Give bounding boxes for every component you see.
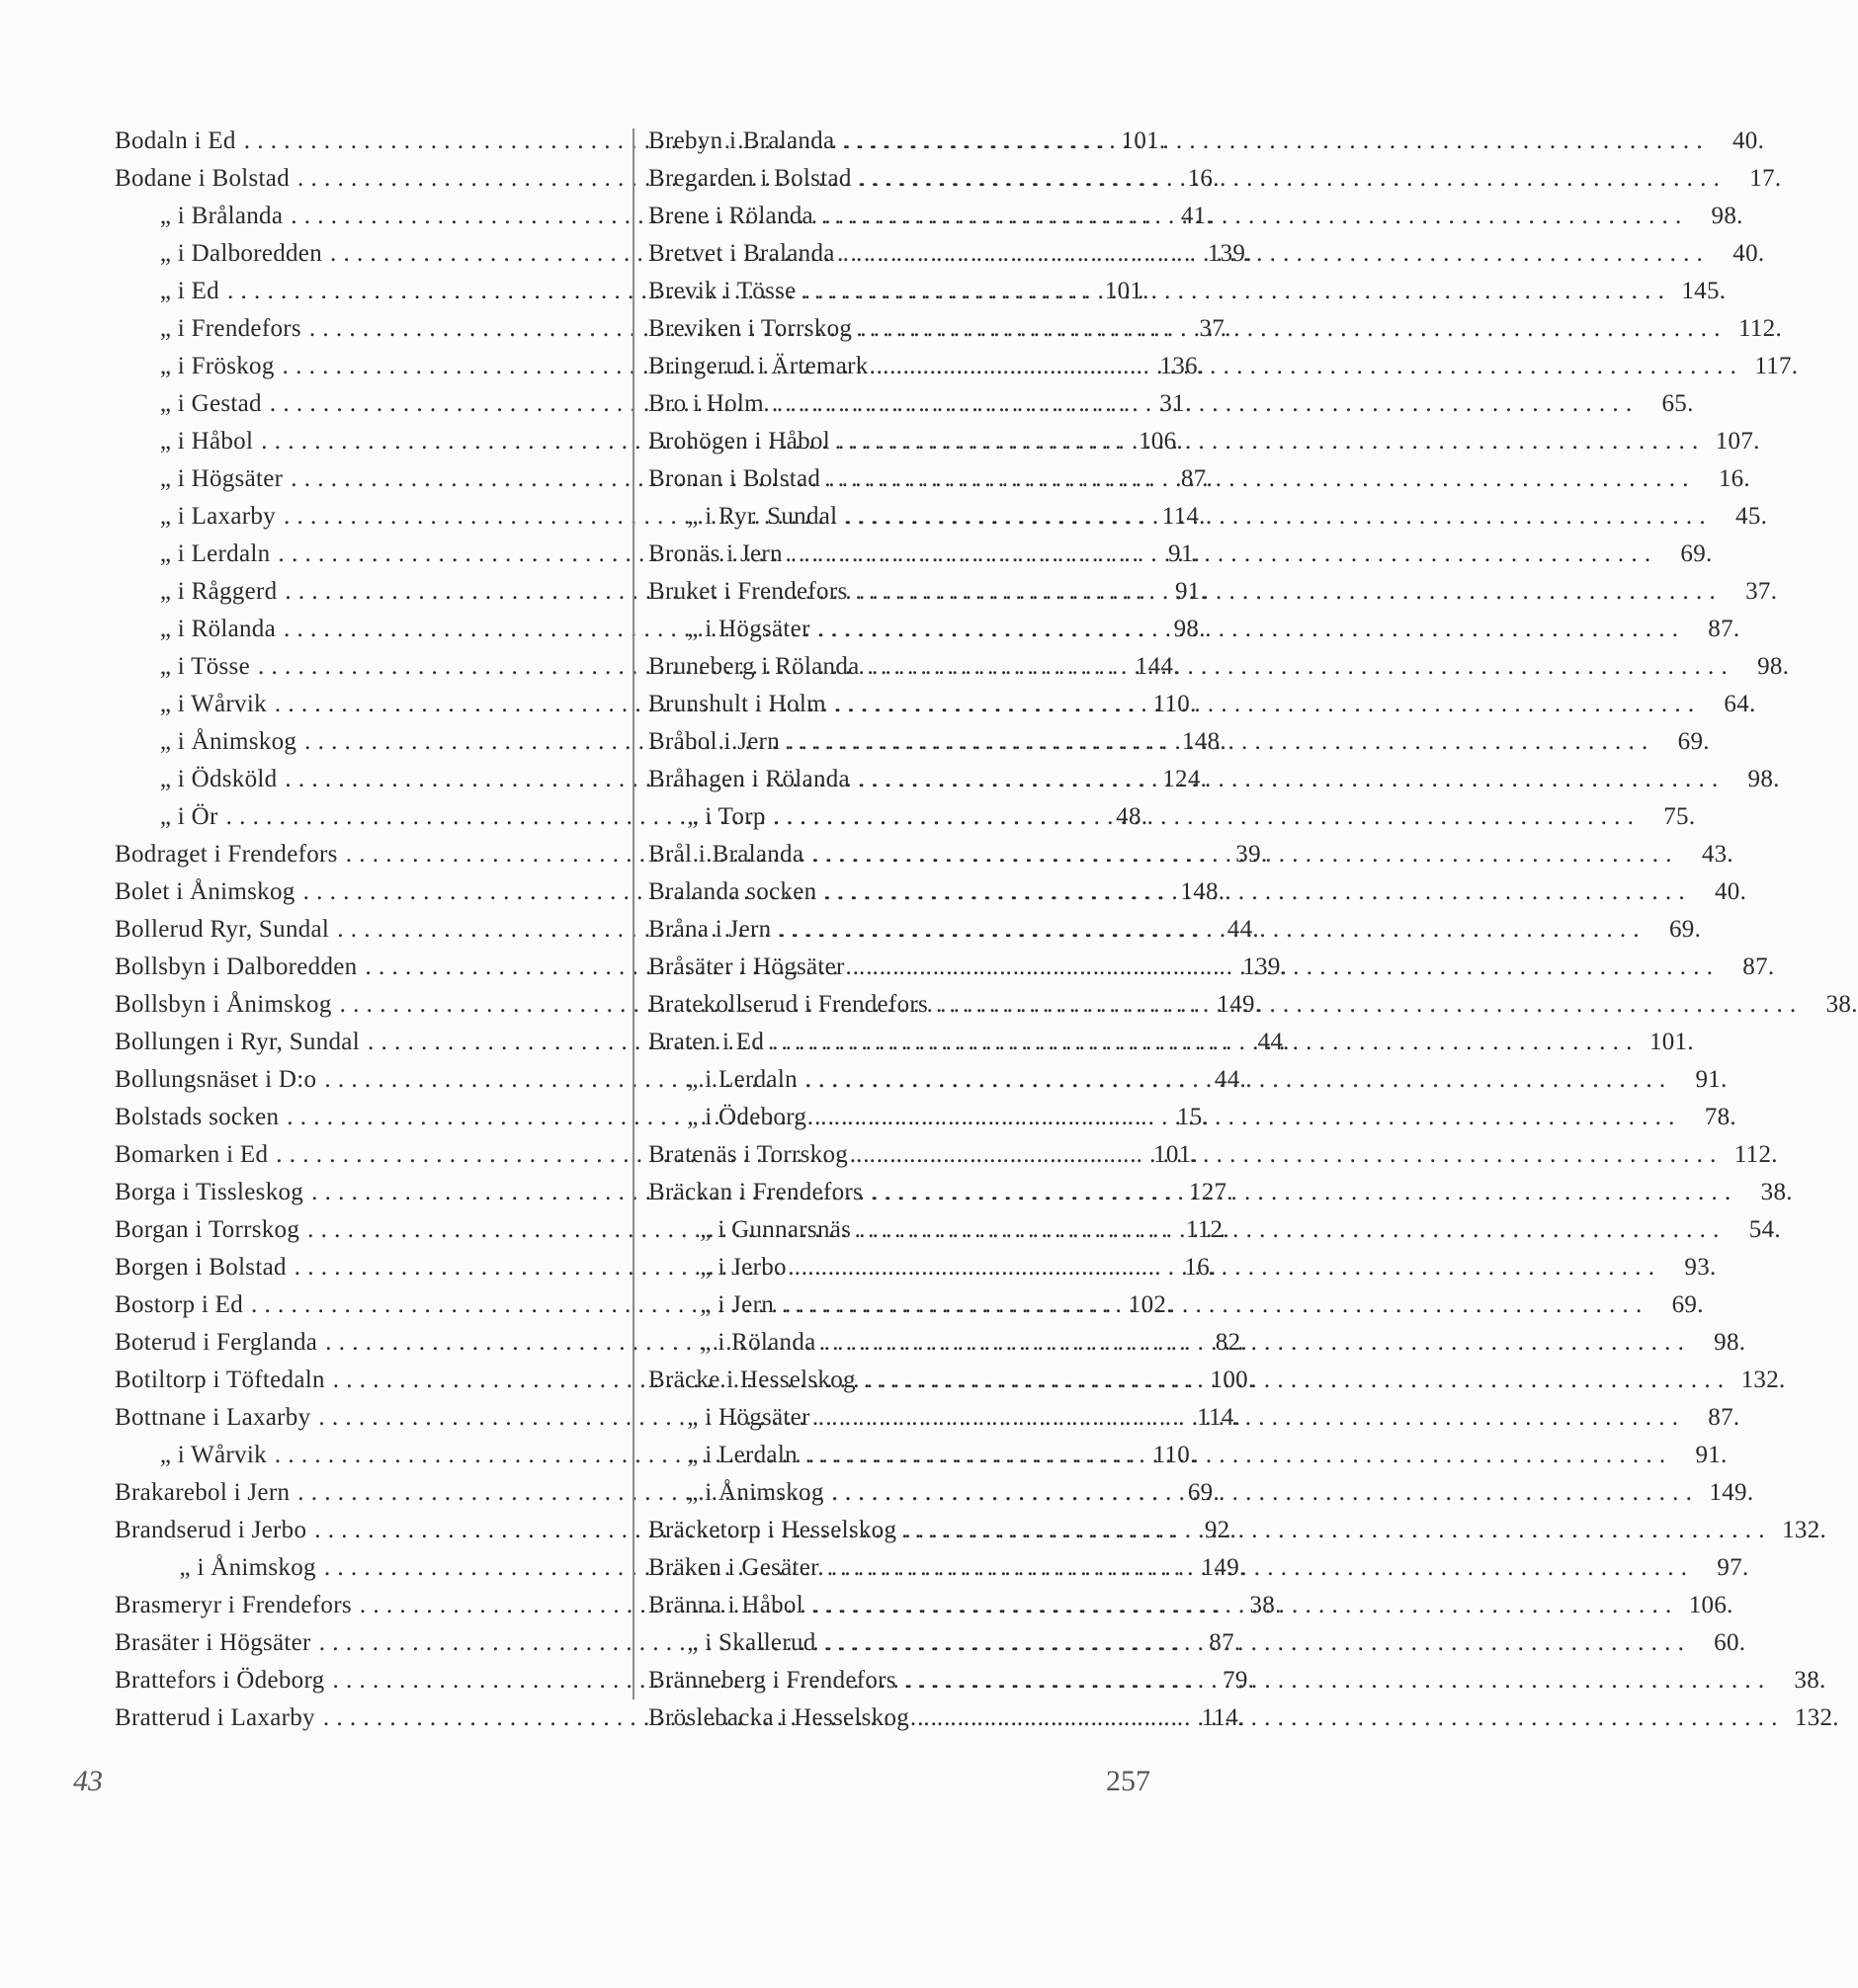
column-divider [633,128,634,1699]
entry-page-number: 106. [1139,428,1183,455]
entry-page-number: 43. [1701,841,1733,868]
entry-page-number: 149. [1709,1479,1754,1506]
entry-page-number: 82. [1215,1329,1247,1356]
entry-page-number: 78. [1704,1104,1736,1130]
entry-name: „ i Gunnarsnäs [648,1216,852,1243]
entry-page-number: 91. [1168,540,1201,567]
entry-name: Bronäs i Jern [648,540,783,567]
entry-name: Bronan i Bolstad [648,465,821,492]
entry-name: „ i Frendefors [115,315,301,342]
entry-name: „ i Ånimskog [648,1479,824,1506]
dot-leader [860,160,1721,198]
entry-name: Bråna i Jern [648,916,772,943]
entry-page-number: 112. [1185,1216,1229,1243]
entry-page-number: 87. [1708,1404,1740,1431]
entry-name: Bränneberg i Frendefors [648,1667,896,1694]
entry-page-number: 38. [1825,991,1858,1018]
entry-page-number: 100. [1210,1367,1255,1393]
entry-name: Brebyn i Bralanda [648,127,835,154]
entry-name: Borgen i Bolstad [115,1254,287,1281]
entry-name: Bringerud i Ärtemark [648,353,869,379]
page-number-right: 257 [1106,1765,1150,1797]
dot-leader [811,1587,1672,1624]
entry-name: Brakarebol i Jern [115,1479,291,1506]
entry-page-number: 114. [1201,1704,1245,1731]
entry-name: „ i Ödsköld [115,766,278,792]
entry-name: „ i Rölanda [648,1329,816,1356]
entry-page-number: 54. [1748,1216,1781,1243]
entry-page-number: 139. [1242,953,1288,980]
entry-page-number: 127. [1188,1179,1233,1205]
entry-page-number: 38. [1794,1667,1826,1694]
index-entry [648,273,1727,310]
entry-page-number: 112. [1733,1141,1778,1168]
entry-name: Brål i Bralanda [648,841,804,868]
entry-page-number: 97. [1717,1554,1749,1581]
entry-name: Brandserud i Jerbo [115,1517,307,1543]
entry-name: Bollerud Ryr, Sundal [115,916,330,943]
entry-name: Bro i Holm [648,390,764,417]
entry-name: „ i Skallerud [648,1629,816,1656]
entry-page-number: 79. [1223,1667,1255,1694]
dot-leader [842,123,1703,160]
dot-leader [856,1136,1717,1174]
entry-name: Brattefors i Ödeborg [115,1667,325,1694]
entry-page-number: 44. [1214,1066,1247,1093]
entry-name: Bollungsnäset i D:o [115,1066,317,1093]
entry-name: Bollsbyn i Ånimskog [115,991,332,1018]
entry-name: „ i Ånimskog [115,1554,316,1581]
entry-name: Bratekollserud i Frendefors [648,991,929,1018]
dot-leader [864,1362,1725,1399]
dot-leader [858,761,1719,798]
entry-page-number: 149. [1217,991,1262,1018]
entry-page-number: 38. [1760,1179,1793,1205]
entry-name: Bräckan i Frendefors [648,1179,864,1205]
dot-leader [828,460,1689,498]
dot-leader [868,648,1729,686]
entry-name: Brevik i Tösse [648,278,797,304]
entry-page-number: 98. [1757,653,1790,680]
entry-page-number: 98. [1173,616,1206,642]
entry-name: „ i Jern [648,1291,774,1318]
dot-leader [774,798,1635,836]
entry-page-number: 87. [1742,953,1775,980]
entry-name: Bralanda socken [648,878,817,905]
dot-leader [838,423,1699,460]
entry-name: Bodane i Bolstad [115,165,291,192]
entry-name: „ i Tösse [115,653,250,680]
dot-leader [871,1174,1731,1211]
dot-leader [834,686,1695,723]
entry-page-number: 16. [1184,1254,1217,1281]
entry-name: Botiltorp i Töftedaln [115,1367,325,1393]
index-entry [648,798,1696,836]
entry-page-number: 75. [1663,803,1696,830]
entry-name: „ i Råggerd [115,578,278,605]
entry-page-number: 39. [1235,841,1268,868]
entry-page-number: 145. [1681,278,1727,304]
entry-page-number: 64. [1724,691,1756,717]
entry-page-number: 16. [1718,465,1750,492]
dot-leader [917,1699,1778,1737]
entry-name: Brene i Rölanda [648,203,813,229]
dot-leader [824,1324,1685,1362]
entry-page-number: 144. [1135,653,1180,680]
dot-leader [860,310,1721,348]
entry-name: Bregarden i Bolstad [648,165,852,192]
entry-page-number: 136. [1159,353,1205,379]
entry-page-number: 102. [1128,1291,1173,1318]
index-entry [648,123,1765,160]
entry-page-number: 101. [1104,278,1149,304]
entry-name: „ i Torp [648,803,766,830]
entry-name: Bomarken i Ed [115,1141,269,1168]
entry-page-number: 31. [1159,390,1192,417]
dot-leader [853,949,1714,986]
dot-leader [877,348,1737,385]
entry-page-number: 40. [1732,240,1765,267]
entry-name: „ i Ödeborg [648,1104,807,1130]
entry-page-number: 91. [1174,578,1208,605]
entry-page-number: 69. [1187,1479,1221,1506]
dot-leader [772,1024,1633,1061]
entry-name: Bollsbyn i Dalboredden [115,953,358,980]
entry-name: Bratenäs i Torrskog [648,1141,849,1168]
entry-page-number: 15. [1176,1104,1210,1130]
entry-name: Bråsäter i Högsäter [648,953,845,980]
entry-page-number: 17. [1749,165,1782,192]
entry-page-number: 44. [1257,1029,1290,1055]
entry-name: Brunshult i Holm [648,691,826,717]
entry-page-number: 114. [1161,503,1206,530]
dot-leader [818,1399,1679,1437]
entry-page-number: 132. [1794,1704,1839,1731]
entry-name: Borgan i Torrskog [115,1216,300,1243]
entry-name: „ i Lerdaln [648,1066,798,1093]
entry-name: Bodraget i Frendefors [115,841,338,868]
entry-name: Bollungen i Ryr, Sundal [115,1029,360,1055]
entry-name: „ i Lerdaln [115,540,271,567]
entry-page-number: 149. [1201,1554,1246,1581]
entry-name: Bottnane i Laxarby [115,1404,311,1431]
entry-page-number: 87. [1209,1629,1241,1656]
dot-leader [805,1437,1666,1474]
entry-page-number: 91. [1695,1442,1728,1468]
dot-leader [843,235,1704,273]
dot-leader [782,1286,1643,1324]
dot-leader [904,1662,1765,1699]
entry-page-number: 148. [1181,728,1226,755]
entry-page-number: 60. [1714,1629,1746,1656]
entry-page-number: 38. [1249,1592,1282,1618]
entry-page-number: 107. [1715,428,1760,455]
entry-name: „ i Håbol [115,428,254,455]
entry-name: Bolstads socken [115,1104,280,1130]
entry-name: Borga i Tissleskog [115,1179,304,1205]
page-number-left: 43 [73,1765,103,1797]
entry-page-number: 110. [1152,1442,1197,1468]
entry-name: „ i Laxarby [115,503,276,530]
entry-name: Bräcketorp i Hesselskog [648,1517,897,1543]
entry-name: Bräken i Gesäter [648,1554,819,1581]
entry-name: Bolet i Ånimskog [115,878,296,905]
entry-name: „ i Gestad [115,390,262,417]
entry-page-number: 148. [1180,878,1225,905]
dot-leader [779,911,1640,949]
entry-page-number: 69. [1680,540,1713,567]
entry-name: Brasmeryr i Frendefors [115,1592,352,1618]
dot-leader [791,536,1651,573]
entry-page-number: 87. [1180,465,1213,492]
entry-page-number: 69. [1671,1291,1704,1318]
entry-page-number: 101. [1153,1141,1199,1168]
dot-leader [788,723,1648,761]
dot-leader [804,273,1665,310]
entry-name: „ i Ryr. Sundal [648,503,838,530]
entry-page-number: 37. [1745,578,1778,605]
entry-page-number: 69. [1668,916,1702,943]
entry-page-number: 132. [1740,1367,1786,1393]
entry-name: „ i Ed [115,278,219,304]
entry-name: Bräcke i Hesselskog [648,1367,856,1393]
entry-name: Bruket i Frendefors [648,578,848,605]
dot-leader [845,498,1706,536]
dot-leader [811,836,1672,873]
entry-name: Braten i Ed [648,1029,765,1055]
entry-name: Bratterud i Laxarby [115,1704,315,1731]
entry-name: Brasäter i Högsäter [115,1629,311,1656]
entry-page-number: 65. [1661,390,1694,417]
entry-name: Bränna i Håbol [648,1592,803,1618]
entry-page-number: 48. [1116,803,1148,830]
entry-page-number: 40. [1731,127,1765,154]
entry-page-number: 98. [1714,1329,1746,1356]
dot-leader [859,1211,1720,1249]
entry-page-number: 106. [1688,1592,1733,1618]
dot-leader [904,1512,1765,1549]
entry-name: Bretvet i Bralanda [648,240,835,267]
entry-page-number: 112. [1737,315,1782,342]
dot-leader [772,385,1633,423]
entry-page-number: 132. [1782,1517,1827,1543]
entry-name: Bråbol i Jern [648,728,781,755]
dot-leader [824,873,1685,911]
entry-name: „ i Högsäter [648,1404,810,1431]
entry-page-number: 114. [1197,1404,1241,1431]
entry-name: „ i Ör [115,803,218,830]
entry-page-number: 40. [1715,878,1747,905]
dot-leader [814,1099,1675,1136]
entry-page-number: 101. [1648,1029,1694,1055]
entry-name: „ i Jerbo [648,1254,787,1281]
entry-page-number: 110. [1152,691,1197,717]
entry-name: Brohögen i Håbol [648,428,830,455]
entry-page-number: 69. [1677,728,1710,755]
entry-name: Bostorp i Ed [115,1291,243,1318]
dot-leader [805,1061,1666,1099]
entry-name: Breviken i Torrskog [648,315,853,342]
dot-leader [936,986,1797,1024]
entry-page-number: 93. [1684,1254,1717,1281]
entry-page-number: 87. [1708,616,1740,642]
dot-leader [856,573,1717,611]
entry-page-number: 124. [1162,766,1208,792]
dot-leader [821,198,1682,235]
dot-leader [795,1249,1655,1286]
entry-page-number: 101. [1121,127,1166,154]
entry-name: „ i Dalboredden [115,240,323,267]
entry-name: „ i Fröskog [115,353,275,379]
entry-name: „ i Wårvik [115,1442,267,1468]
entry-page-number: 16. [1187,165,1220,192]
entry-name: Bruneberg i Rölanda [648,653,860,680]
dot-leader [832,1474,1693,1512]
entry-name: „ i Högsäter [115,465,284,492]
entry-page-number: 45. [1735,503,1768,530]
entry-name: Bråhagen i Rölanda [648,766,850,792]
entry-name: „ i Wårvik [115,691,267,717]
entry-name: Boterud i Ferglanda [115,1329,318,1356]
entry-page-number: 37. [1199,315,1231,342]
entry-name: Bodaln i Ed [115,127,236,154]
entry-page-number: 117. [1754,353,1799,379]
entry-name: „ i Lerdaln [648,1442,798,1468]
entry-page-number: 98. [1747,766,1780,792]
entry-page-number: 41. [1180,203,1213,229]
entry-page-number: 91. [1695,1066,1728,1093]
entry-page-number: 44. [1226,916,1259,943]
dot-leader [827,1549,1688,1587]
dot-leader [824,1624,1685,1662]
entry-name: „ i Högsäter [648,616,810,642]
entry-name: „ i Ånimskog [115,728,297,755]
entry-name: „ i Brålanda [115,203,284,229]
entry-page-number: 139. [1207,240,1252,267]
dot-leader [818,611,1679,648]
entry-name: Bröslebacka i Hesselskog [648,1704,910,1731]
entry-page-number: 92. [1204,1517,1236,1543]
entry-name: „ i Rölanda [115,616,277,642]
entry-page-number: 98. [1711,203,1743,229]
